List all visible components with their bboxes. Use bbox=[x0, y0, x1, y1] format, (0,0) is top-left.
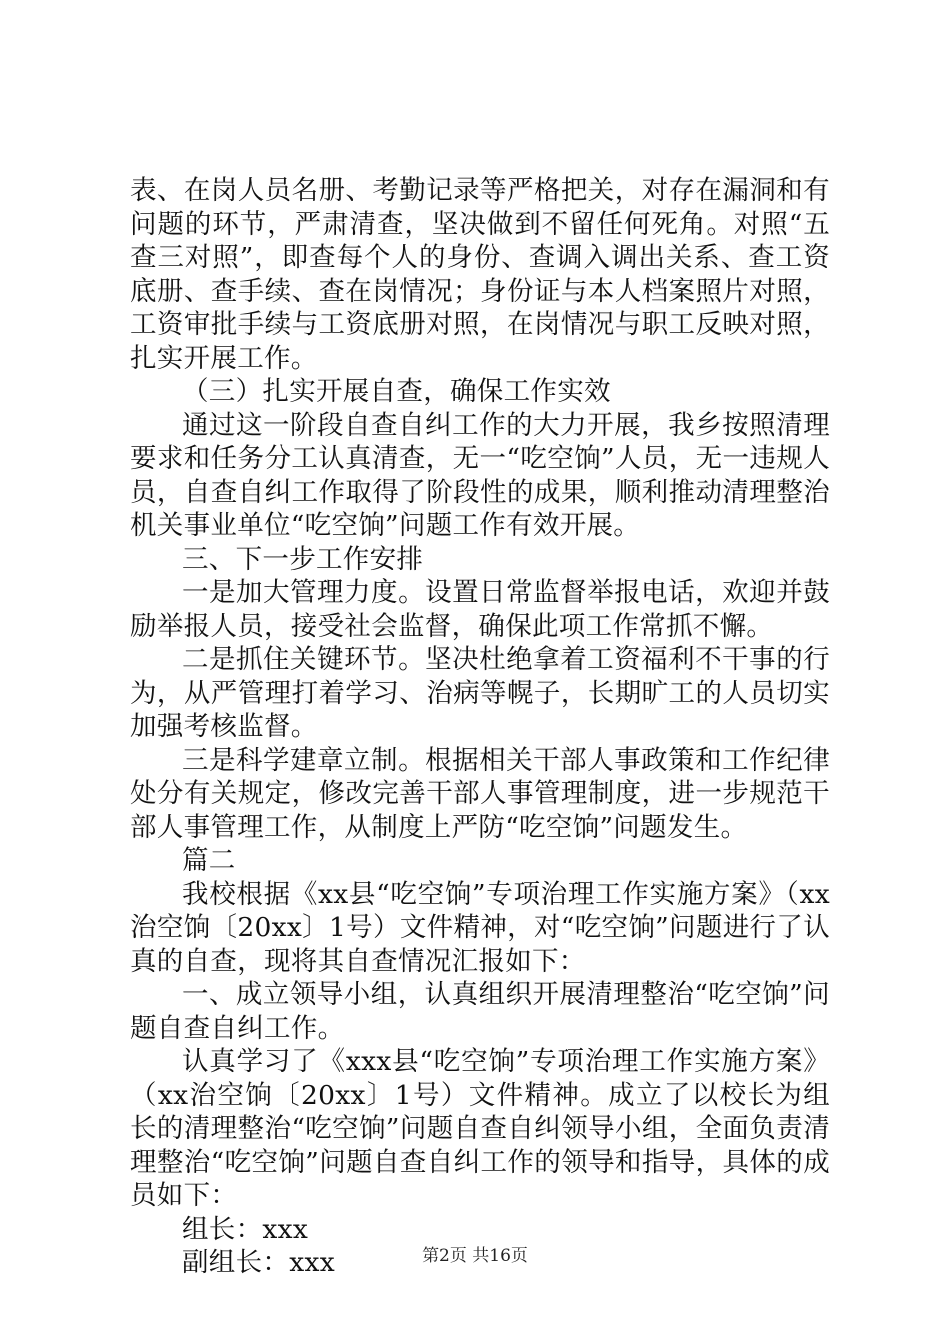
paragraph: 通过这一阶段自查自纠工作的大力开展，我乡按照清理要求和任务分工认真清查，无一“吃空饷”人员，无一违规人员，自查自纠工作取得了阶段性的成果，顺利推动清理整治机关事业单位“吃空饷”问题工作有效开展。 bbox=[130, 409, 830, 541]
section-heading-next-steps: 三、下一步工作安排 bbox=[182, 543, 424, 575]
document-body bbox=[130, 174, 830, 1280]
paragraph: 二是抓住关键环节。坚决杜绝拿着工资福利不干事的行为，从严管理打着学习、治病等幌子，长期旷工的人员切实加强考核监督。 bbox=[130, 644, 830, 742]
part-heading: 篇二 bbox=[182, 845, 236, 876]
paragraph-continuation: 表、在岗人员名册、考勤记录等严格把关，对存在漏洞和有问题的环节，严肃清查，坚决做到不留任何死角。对照“五查三对照”，即查每个人的身份、查调入调出关系、查工资底册、查手续、查在岗情况；身份证与本人档案照片对照，工资审批手续与工资底册对照，在岗情况与职工反映对照，扎实开展工作。 bbox=[130, 175, 830, 374]
paragraph: 认真学习了《xxx县“吃空饷”专项治理工作实施方案》（xx治空饷〔20xx〕1号）文件精神。成立了以校长为组长的清理整治“吃空饷”问题自查自纠领导小组，全面负责清理整治“吃空饷”问题自查自纠工作的领导和指导，具体的成员如下： bbox=[130, 1046, 830, 1211]
paragraph: 我校根据《xx县“吃空饷”专项治理工作实施方案》（xx治空饷〔20xx〕1号）文件精神，对“吃空饷”问题进行了认真的自查，现将其自查情况汇报如下： bbox=[130, 878, 830, 977]
paragraph: 三是科学建章立制。根据相关干部人事政策和工作纪律处分有关规定，修改完善干部人事管理制度，进一步规范干部人事管理工作，从制度上严防“吃空饷”问题发生。 bbox=[130, 744, 830, 843]
paragraph: 一是加大管理力度。设置日常监督举报电话，欢迎并鼓励举报人员，接受社会监督，确保此项工作常抓不懈。 bbox=[130, 577, 830, 642]
team-leader-line: 组长：xxx bbox=[182, 1213, 309, 1245]
section-heading-3: （三）扎实开展自查，确保工作实效 bbox=[182, 376, 611, 407]
section-heading-1: 一、成立领导小组，认真组织开展清理整治“吃空饷”问题自查自纠工作。 bbox=[130, 979, 830, 1044]
deputy-leader-line: 副组长：xxx bbox=[182, 1247, 335, 1278]
page-number-footer: 第2页 共16页 bbox=[422, 1246, 528, 1266]
